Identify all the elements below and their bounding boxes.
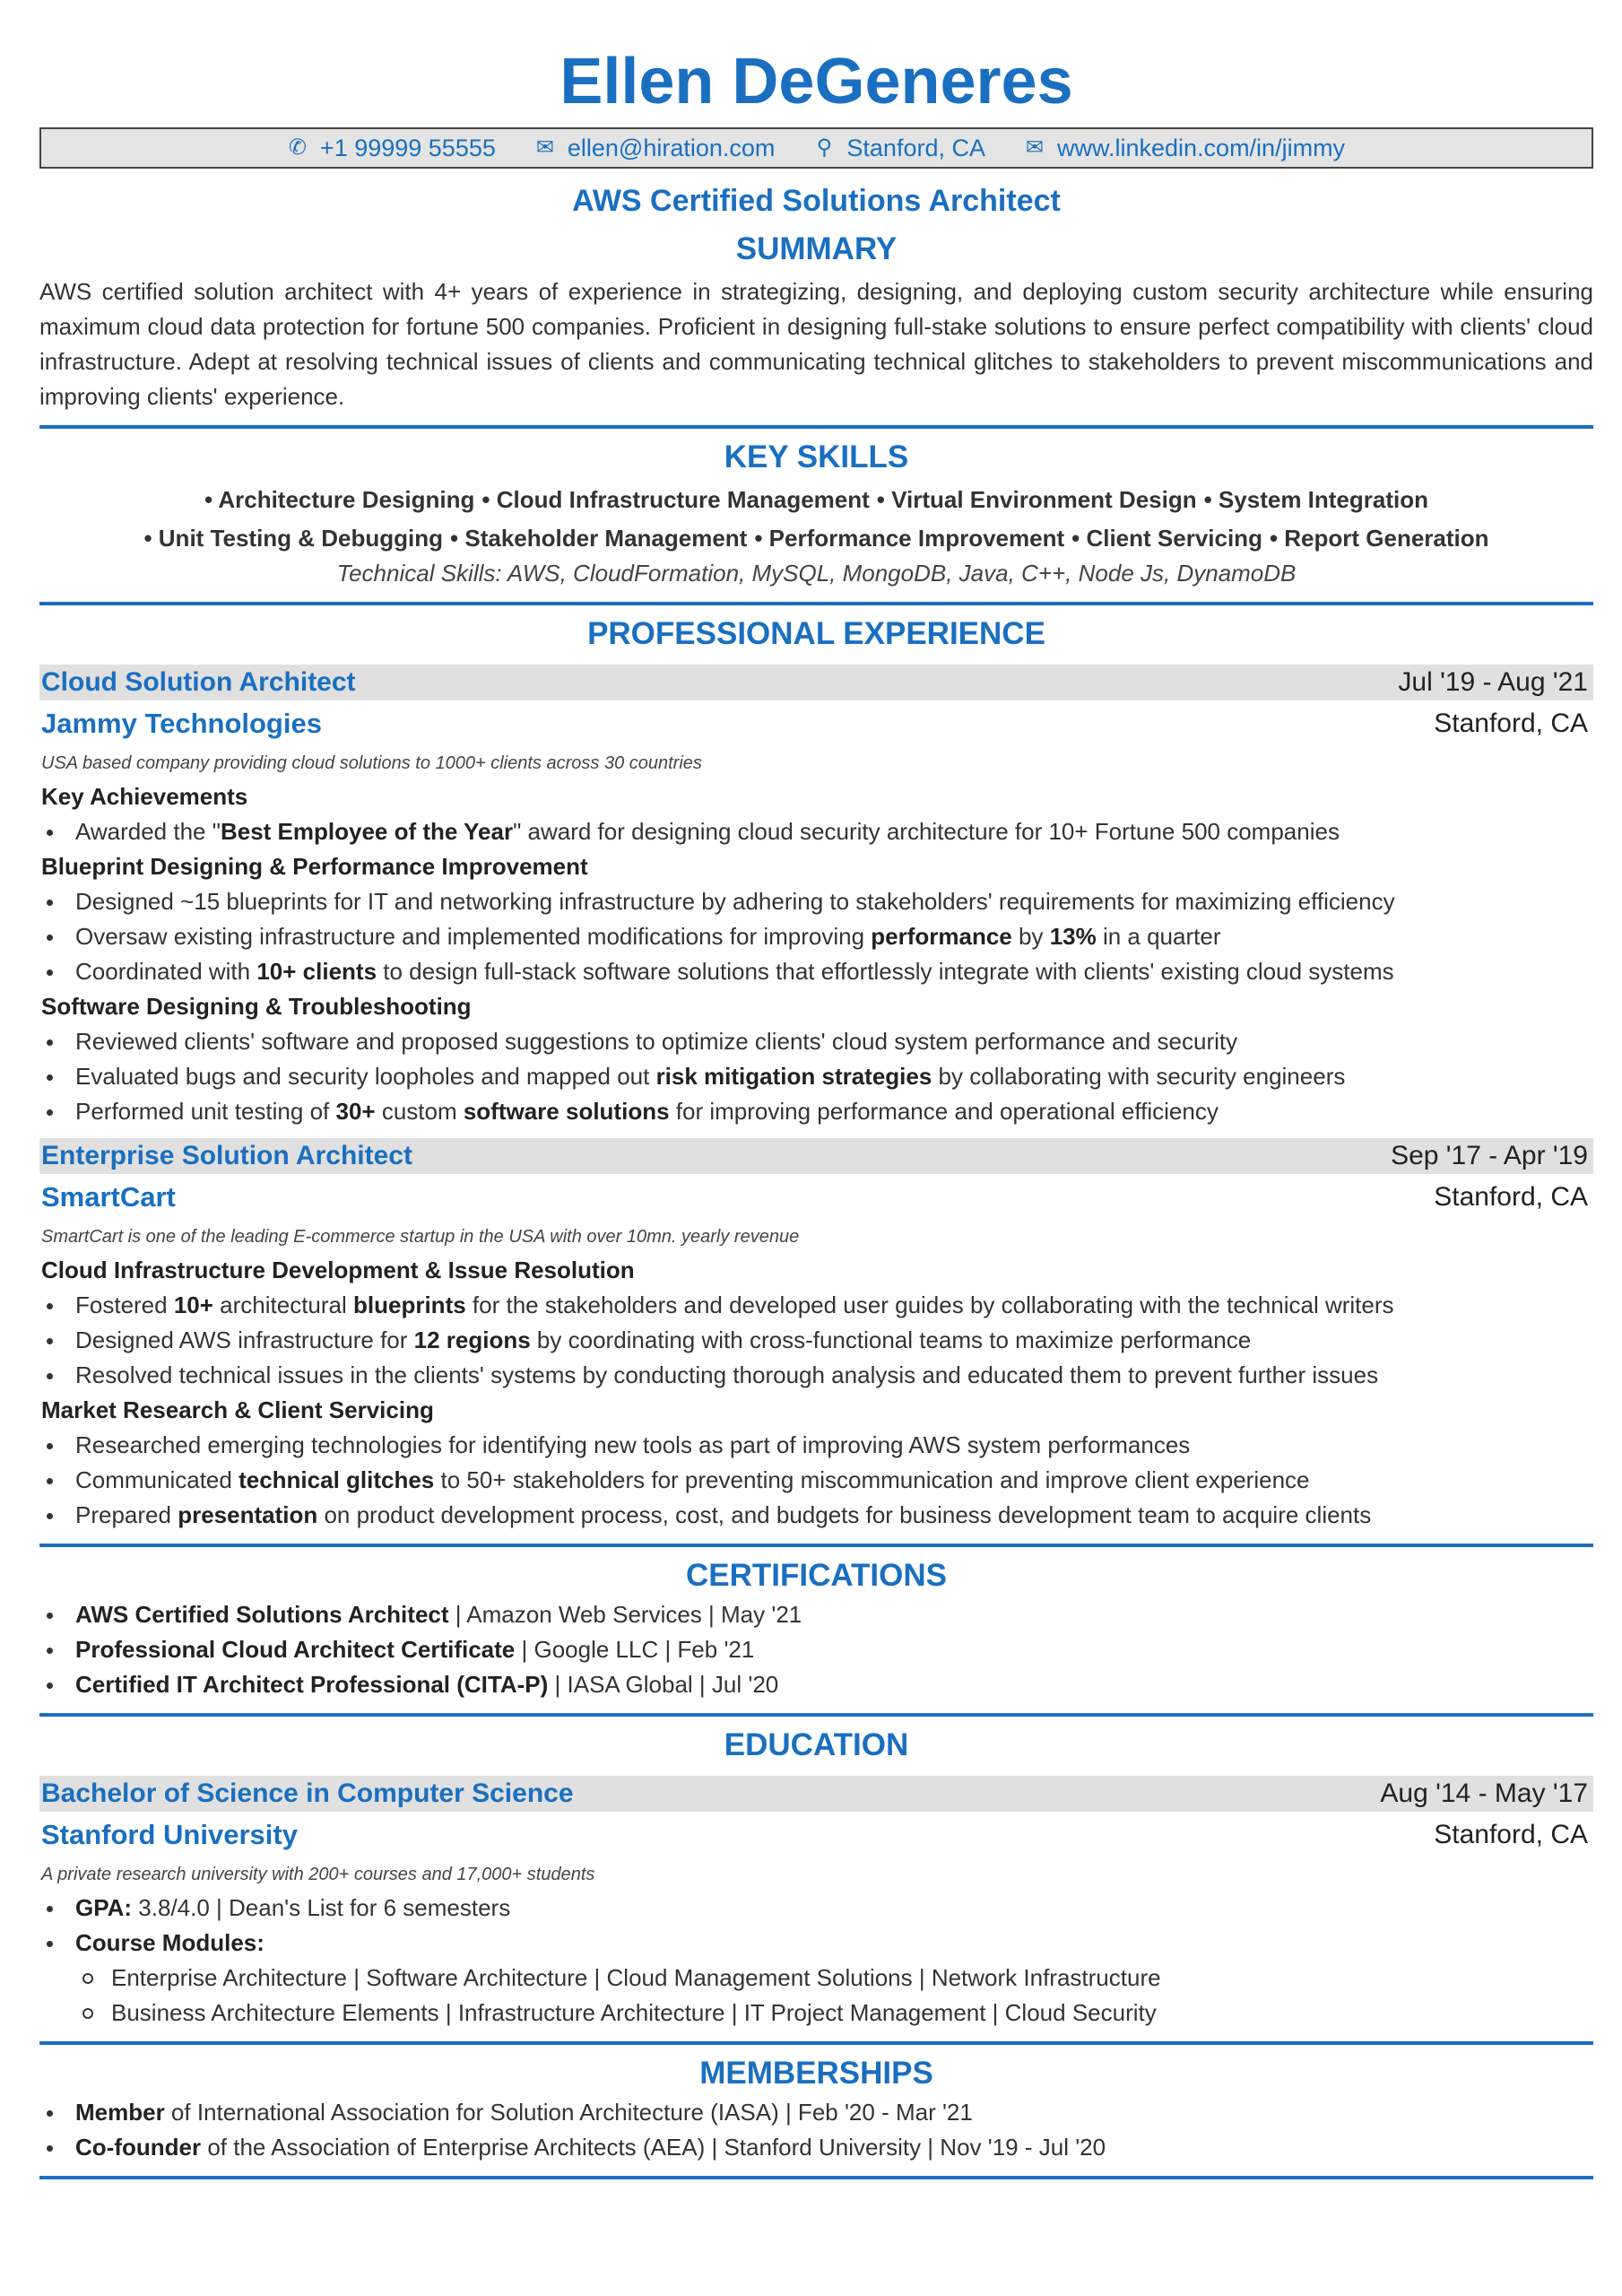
resume-page	[39, 0, 1593, 2179]
candidate-name: Ellen DeGeneres	[559, 46, 1073, 117]
bold-text: 13%	[1049, 923, 1097, 950]
text: Oversaw existing infrastructure and implemented modifications for improving	[75, 923, 872, 950]
divider	[39, 2176, 1593, 2179]
technical-skills: Technical Skills: AWS, CloudFormation, MySQL, MongoDB, Java, C++, Node Js, DynamoDB	[336, 560, 1297, 587]
text: Resolved technical issues in the clients' systems by conducting thorough analysis and educated them to prevent further issues	[75, 1361, 1379, 1388]
bullet-list	[39, 1024, 1593, 1129]
school: Stanford University	[41, 1819, 298, 1850]
bullet-item	[39, 1358, 1593, 1393]
skills-heading: KEY SKILLS	[724, 439, 909, 474]
bold-text: AWS Certified Solutions Architect	[75, 1601, 449, 1628]
text: for the stakeholders and developed user guides by collaborating with the technical writers	[465, 1292, 1394, 1318]
bold-text: Professional Cloud Architect Certificate	[75, 1636, 516, 1663]
bold-text: Course Modules:	[75, 1929, 265, 1956]
email-icon: ✉	[1025, 135, 1045, 160]
bullet-item	[39, 1996, 1593, 2031]
divider	[39, 425, 1593, 429]
bullet-item	[39, 1632, 1593, 1667]
text: Communicated	[75, 1466, 239, 1493]
text: in a quarter	[1096, 923, 1221, 950]
text: Awarded the "	[75, 818, 221, 845]
email-icon: ✉	[535, 135, 554, 160]
text: to design full-stack software solutions that effortlessly integrate with clients' existing cloud systems	[377, 958, 1394, 985]
skill-item: • Performance Improvement	[754, 525, 1065, 552]
bold-text: 12 regions	[413, 1326, 531, 1353]
divider	[39, 1713, 1593, 1717]
text: 3.8/4.0 | Dean's List for 6 semesters	[132, 1894, 511, 1921]
skills-line-2	[39, 521, 1593, 556]
divider	[39, 602, 1593, 605]
phone-icon: ✆	[288, 135, 307, 160]
group-heading: Cloud Infrastructure Development & Issue Resolution	[41, 1257, 635, 1283]
school-row	[39, 1812, 1593, 1858]
role-bar	[39, 665, 1593, 700]
skill-item: • Unit Testing & Debugging	[143, 525, 444, 552]
contact-bar	[39, 127, 1593, 169]
role-bar	[39, 1138, 1593, 1174]
bold-text: 10+	[173, 1292, 213, 1318]
divider	[39, 1544, 1593, 1547]
bullet-list	[39, 1288, 1593, 1393]
text: custom	[375, 1098, 464, 1125]
group-heading: Blueprint Designing & Performance Improvement	[41, 853, 588, 880]
text: Performed unit testing of	[75, 1098, 336, 1125]
text: Business Architecture Elements | Infrastructure Architecture | IT Project Management | Cloud Security	[111, 1999, 1157, 2026]
location-pin-icon: ⚲	[816, 135, 833, 160]
text: Evaluated bugs and security loopholes and mapped out	[75, 1063, 656, 1090]
bullet-item	[39, 1891, 1593, 1926]
summary-text: AWS certified solution architect with 4+ years of experience in strategizing, designing, and deploying custom security architecture while ensuring maximum cloud data protection for fortune 500 companies. Proficient in designing full-stake solutions to ensure perfect compatibility with clients' cloud infrastructure. Adept at resolving technical issues of clients and communicating technical glitches to stakeholders to prevent miscommunications and improving clients' experience.	[39, 278, 1593, 410]
bold-text: technical glitches	[239, 1466, 435, 1493]
bold-text: blueprints	[353, 1292, 466, 1318]
company-row	[39, 700, 1593, 747]
bullet-item	[39, 1288, 1593, 1323]
bullet-item	[39, 954, 1593, 989]
skill-item: • Architecture Designing	[204, 486, 475, 513]
company: SmartCart	[41, 1181, 176, 1213]
skill-item: • Stakeholder Management	[450, 525, 748, 552]
contact-item	[535, 135, 776, 162]
bold-text: Member	[75, 2099, 165, 2126]
bold-text: presentation	[178, 1501, 318, 1528]
text: to 50+ stakeholders for preventing miscommunication and improve client experience	[434, 1466, 1310, 1493]
text: " award for designing cloud security architecture for 10+ Fortune 500 companies	[513, 818, 1340, 845]
text: | IASA Global | Jul '20	[548, 1671, 779, 1698]
divider	[39, 2041, 1593, 2045]
job-location: Stanford, CA	[1434, 709, 1588, 738]
bullet-list	[39, 884, 1593, 989]
job-title: Cloud Solution Architect	[41, 667, 356, 697]
bold-text: GPA:	[75, 1894, 133, 1921]
text: architectural	[213, 1292, 354, 1318]
company-row	[39, 1174, 1593, 1221]
experience-list	[39, 665, 1593, 1533]
bullet-item	[39, 1463, 1593, 1498]
job-location: Stanford, CA	[1434, 1182, 1588, 1212]
skill-item: • Cloud Infrastructure Management	[481, 486, 870, 513]
bullet-item	[39, 814, 1593, 849]
bullet-item	[39, 1498, 1593, 1533]
text: Reviewed clients' software and proposed suggestions to optimize clients' cloud system performance and security	[75, 1028, 1238, 1055]
contact-text: ellen@hiration.com	[567, 134, 776, 161]
bullet-item	[39, 1961, 1593, 1996]
memberships-list	[39, 2095, 1593, 2165]
company-description: SmartCart is one of the leading E-commerce startup in the USA with over 10mn. yearly revenue	[41, 1227, 800, 1247]
text: Designed AWS infrastructure for	[75, 1326, 414, 1353]
company: Jammy Technologies	[41, 708, 322, 739]
certifications-heading: CERTIFICATIONS	[685, 1558, 947, 1593]
job-title: Enterprise Solution Architect	[41, 1141, 412, 1170]
education-list	[39, 1891, 1593, 2031]
degree-bar	[39, 1776, 1593, 1812]
bullet-item	[39, 1024, 1593, 1059]
bullet-list	[39, 814, 1593, 849]
job-dates: Sep '17 - Apr '19	[1391, 1141, 1588, 1170]
degree: Bachelor of Science in Computer Science	[41, 1779, 574, 1808]
group-heading: Market Research & Client Servicing	[41, 1396, 434, 1423]
contact-text: www.linkedin.com/in/jimmy	[1056, 134, 1346, 161]
bullet-item	[39, 1597, 1593, 1632]
contact-text: +1 99999 55555	[319, 134, 496, 161]
text: | Google LLC | Feb '21	[515, 1636, 755, 1663]
bold-text: Certified IT Architect Professional (CITA-P)	[75, 1671, 549, 1698]
bold-text: Best Employee of the Year	[220, 818, 514, 845]
contact-text: Stanford, CA	[846, 134, 985, 161]
skills-line-1	[39, 483, 1593, 517]
bold-text: 10+ clients	[256, 958, 377, 985]
bold-text: performance	[871, 923, 1012, 950]
education-heading: EDUCATION	[724, 1727, 909, 1762]
text: Enterprise Architecture | Software Architecture | Cloud Management Solutions | Network Infrastructure	[111, 1964, 1161, 1991]
skill-item: • Report Generation	[1269, 525, 1489, 552]
text: for improving performance and operational efficiency	[669, 1098, 1219, 1125]
bullet-item	[39, 1094, 1593, 1129]
text: by collaborating with security engineers	[932, 1063, 1346, 1090]
bullet-item	[39, 1059, 1593, 1094]
bullet-item	[39, 1667, 1593, 1702]
bold-text: risk mitigation strategies	[655, 1063, 932, 1090]
bullet-item	[39, 884, 1593, 919]
text: Coordinated with	[75, 958, 257, 985]
memberships-heading: MEMBERSHIPS	[699, 2056, 933, 2091]
bullet-item	[39, 1428, 1593, 1463]
text: Designed ~15 blueprints for IT and networking infrastructure by adhering to stakeholders' requirements for maximizing efficiency	[75, 888, 1395, 915]
school-description: A private research university with 200+ courses and 17,000+ students	[41, 1865, 595, 1884]
text: by coordinating with cross-functional teams to maximize performance	[530, 1326, 1252, 1353]
bold-text: software solutions	[463, 1098, 670, 1125]
bold-text: Co-founder	[75, 2134, 202, 2161]
bullet-item	[39, 2130, 1593, 2165]
bullet-item	[39, 919, 1593, 954]
bold-text: 30+	[335, 1098, 376, 1125]
text: Prepared	[75, 1501, 178, 1528]
headline: AWS Certified Solutions Architect	[572, 184, 1061, 218]
contact-item	[288, 135, 496, 162]
bullet-item	[39, 2095, 1593, 2130]
contact-item	[1025, 135, 1345, 162]
text: of the Association of Enterprise Architects (AEA) | Stanford University | Nov '19 - Jul '20	[201, 2134, 1106, 2161]
group-heading: Software Designing & Troubleshooting	[41, 993, 472, 1020]
text: of International Association for Solution Architecture (IASA) | Feb '20 - Mar '21	[164, 2099, 973, 2126]
text: Researched emerging technologies for identifying new tools as part of improving AWS system performances	[75, 1431, 1191, 1458]
job-dates: Jul '19 - Aug '21	[1398, 667, 1588, 697]
bullet-item	[39, 1926, 1593, 1961]
school-location: Stanford, CA	[1434, 1820, 1588, 1849]
text: | Amazon Web Services | May '21	[448, 1601, 802, 1628]
company-description: USA based company providing cloud solutions to 1000+ clients across 30 countries	[41, 753, 702, 773]
skill-item: • Client Servicing	[1071, 525, 1262, 552]
bullet-list	[39, 1428, 1593, 1533]
contact-item	[814, 135, 985, 162]
text: Fostered	[75, 1292, 174, 1318]
group-heading: Key Achievements	[41, 783, 248, 810]
skill-item: • System Integration	[1203, 486, 1428, 513]
certifications-list	[39, 1597, 1593, 1702]
text: by	[1011, 923, 1050, 950]
bullet-item	[39, 1323, 1593, 1358]
experience-heading: PROFESSIONAL EXPERIENCE	[587, 616, 1045, 651]
skill-item: • Virtual Environment Design	[876, 486, 1197, 513]
summary-heading: SUMMARY	[735, 231, 898, 266]
text: on product development process, cost, and budgets for business development team to acquire clients	[317, 1501, 1372, 1528]
education-dates: Aug '14 - May '17	[1380, 1779, 1588, 1808]
